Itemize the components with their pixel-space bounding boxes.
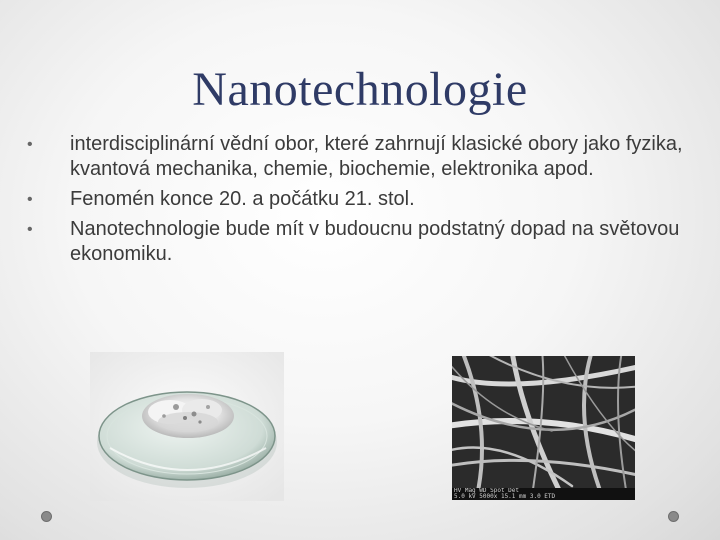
bullet-text: interdisciplinární vědní obor, které zahrnují klasické obory jako fyzika, kvantová mechanika, chemie, biochemie, elektronika apod. xyxy=(70,133,683,180)
bullet-item xyxy=(26,217,696,267)
slide-dot-right-icon xyxy=(668,511,679,522)
bullet-text: Fenomén konce 20. a počátku 21. stol. xyxy=(70,188,415,210)
slide-title: Nanotechnologie xyxy=(192,63,528,116)
bullet-list xyxy=(26,132,696,272)
sem-info-bar xyxy=(452,488,635,500)
slide-dot-left-icon xyxy=(41,511,52,522)
bullet-icon: • xyxy=(27,221,33,238)
nanofiber-illustration xyxy=(452,356,635,488)
sem-info-row: HV Mag WD Spot Det xyxy=(454,488,520,494)
sem-info-row: 5.0 kV 5000x 15.1 mm 3.0 ETD xyxy=(454,493,556,500)
bullet-icon: • xyxy=(27,136,33,153)
powder-on-glass-image xyxy=(90,352,284,501)
sem-nanofiber-image xyxy=(452,356,635,500)
powder-illustration xyxy=(90,352,284,501)
bullet-item xyxy=(26,187,696,212)
bullet-item xyxy=(26,132,696,182)
bullet-text: Nanotechnologie bude mít v budoucnu podstatný dopad na světovou ekonomiku. xyxy=(70,218,680,265)
bullet-icon: • xyxy=(27,191,33,208)
